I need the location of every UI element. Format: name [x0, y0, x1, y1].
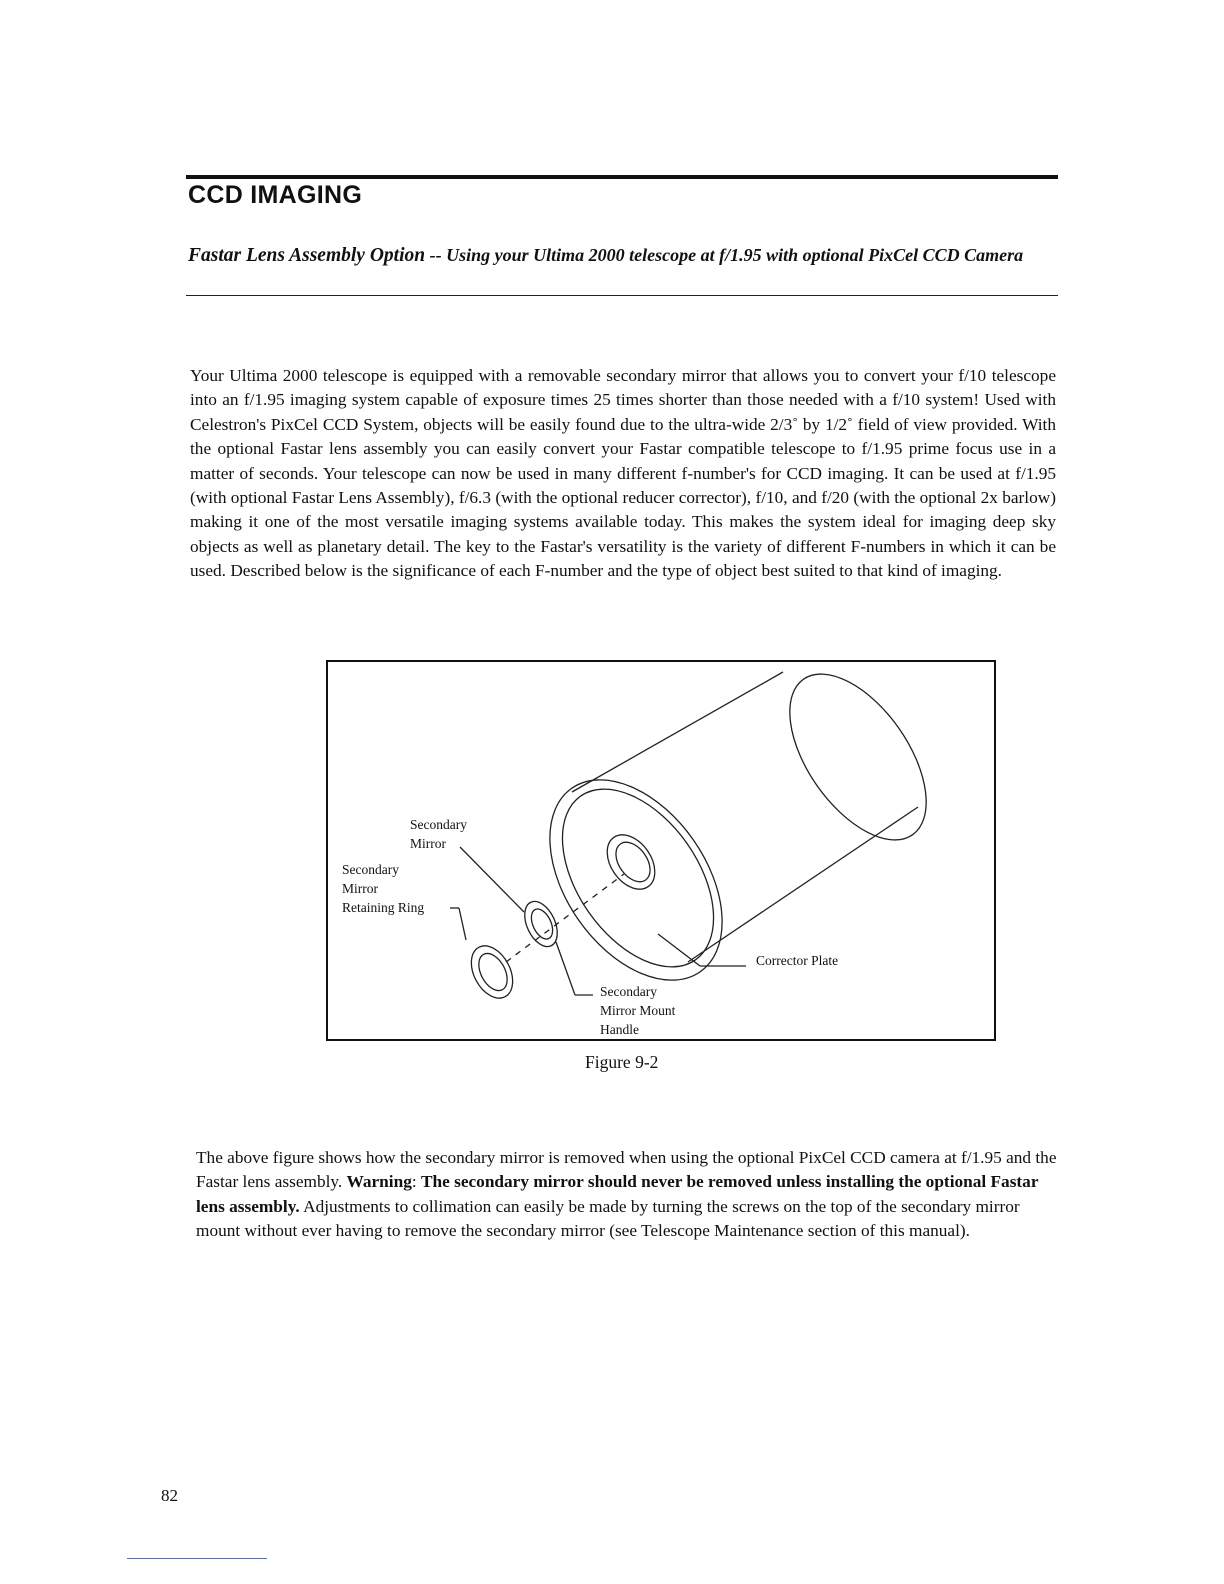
subtitle-rest: -- Using your Ultima 2000 telescope at f/1.95 with optional PixCel CCD Camera — [425, 245, 1024, 265]
figure-caption: Figure 9-2 — [585, 1052, 659, 1072]
tube-top-edge — [572, 672, 783, 792]
warning-colon: : — [411, 1172, 421, 1192]
retaining-ring-outer — [463, 939, 521, 1005]
footer-line — [127, 1558, 267, 1559]
secondary-housing-outer — [597, 826, 664, 898]
warning-paragraph — [196, 1146, 1062, 1244]
leader-corrector-a — [658, 934, 700, 966]
leader-retaining-ring-b — [459, 908, 466, 940]
tube-back-ellipse — [763, 662, 954, 863]
section-subtitle — [188, 243, 1048, 268]
page-number: 82 — [161, 1486, 178, 1505]
assembly-axis — [506, 874, 624, 962]
section-rule — [186, 175, 1058, 179]
figure-9-2 — [326, 660, 996, 1041]
label-corrector-plate: Corrector Plate — [756, 953, 839, 968]
intro-paragraph: Your Ultima 2000 telescope is equipped with a removable secondary mirror that allows you to convert your f/10 telescope into an f/1.95 imaging system capable of exposure times 25 times shorter than those needed with a f/10 system! Used with Celestron's PixCel CCD System, objects will be easily found due to the ultra-wide 2/3˚ by 1/2˚ field of view provided. With the optional Fastar lens assembly you can easily convert your Fastar compatible telescope to f/1.95 prime focus use in a matter of seconds. Your telescope can now be used in many different f-number's for CCD imaging. It can be used at f/1.95 (with optional Fastar Lens Assembly), f/6.3 (with the optional reducer corrector), f/10, and f/20 (with the optional 2x barlow) making it one of the most versatile imaging systems available today. This makes the system ideal for imaging deep sky objects as well as planetary detail. The key to the Fastar's versatility is the variety of different F-numbers in which it can be used. Described below is the significance of each F-number and the type of object best suited to that kind of imaging. — [190, 366, 1056, 581]
section-title: CCD IMAGING — [188, 181, 363, 209]
tube-bottom-edge — [688, 807, 918, 962]
tube-front-rim — [514, 748, 757, 1012]
label-secondary-mirror: Secondary Mirror — [410, 817, 467, 851]
retaining-ring-inner — [473, 949, 513, 996]
label-mount-handle: Secondary Mirror Mount Handle — [600, 984, 676, 1037]
para2-after: Adjustments to collimation can easily be made by turning the screws on the top of the secondary mirror mount without ever having to remove the secondary mirror (see Telescope Maintenance section of this manual). — [196, 1196, 1020, 1241]
warning-text: The secondary mirror should never be removed unless installing the optional Fastar lens assembly. — [196, 1172, 1039, 1216]
leader-secondary-mirror — [460, 847, 524, 912]
label-retaining-ring: Secondary Mirror Retaining Ring — [342, 862, 425, 915]
subtitle-lead: Fastar Lens Assembly Option — [188, 245, 426, 266]
para2-before: The above figure shows how the secondary mirror is removed when using the optional PixCel CCD camera at f/1.95 and the Fastar lens assembly. — [196, 1148, 1057, 1192]
leader-mount-handle-a — [556, 942, 575, 995]
warning-label: Warning — [346, 1172, 412, 1192]
subtitle-rule — [186, 295, 1058, 296]
